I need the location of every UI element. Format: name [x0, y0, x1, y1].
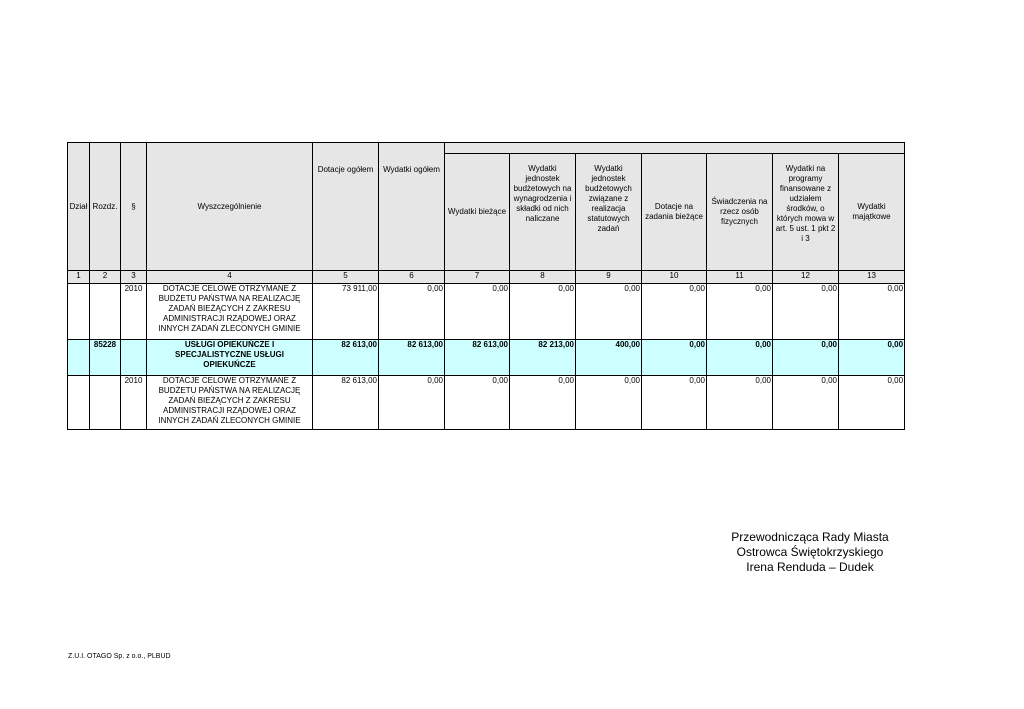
cell-value: 0,00: [773, 284, 839, 340]
table-row-highlighted: [68, 340, 905, 376]
column-number: 6: [379, 271, 445, 284]
cell-value: 400,00: [576, 340, 642, 376]
cell-value: 0,00: [510, 376, 576, 430]
cell-description: DOTACJE CELOWE OTRZYMANE Z BUDŻETU PAŃSTWA NA REALIZACJĘ ZADAŃ BIEŻĄCYCH Z ZAKRESU ADMINISTRACJI RZĄDOWEJ ORAZ INNYCH ZADAŃ ZLECONYCH GMINIE: [147, 284, 313, 340]
footer-software-credit: Z.U.I. OTAGO Sp. z o.o., PLBUD: [68, 653, 171, 660]
header-wydatki-biezace: Wydatki bieżące: [445, 154, 510, 271]
cell-rozdz: 85228: [90, 340, 121, 376]
cell-value: 82 613,00: [313, 340, 379, 376]
column-number-row: [68, 271, 905, 284]
cell-value: 0,00: [707, 284, 773, 340]
column-number: 13: [839, 271, 905, 284]
cell-value: 82 613,00: [379, 340, 445, 376]
header-wydatki-ogolem: Wydatki ogółem: [379, 143, 445, 271]
cell-value: 0,00: [773, 376, 839, 430]
cell-value: 0,00: [576, 284, 642, 340]
header-wydatki-programy: Wydatki na programy finansowane z udziałem środków, o których mowa w art. 5 ust. 1 pkt 2 i 3: [773, 154, 839, 271]
cell-value: 0,00: [839, 340, 905, 376]
cell-dzial: [68, 340, 90, 376]
cell-paragraph: [121, 340, 147, 376]
cell-value: 0,00: [707, 376, 773, 430]
cell-paragraph: 2010: [121, 284, 147, 340]
cell-value: 0,00: [445, 376, 510, 430]
cell-description: USŁUGI OPIEKUŃCZE I SPECJALISTYCZNE USŁUGI OPIEKUŃCZE: [147, 340, 313, 376]
header-wydatki-wynagrodzenia: Wydatki jednostek budżetowych na wynagrodzenia i składki od nich naliczane: [510, 154, 576, 271]
header-dotacje-biezace: Dotacje na zadania bieżące: [642, 154, 707, 271]
cell-value: 82 213,00: [510, 340, 576, 376]
cell-value: 0,00: [379, 376, 445, 430]
cell-value: 0,00: [642, 284, 707, 340]
header-rozdz: Rozdz.: [90, 143, 121, 271]
column-number: 10: [642, 271, 707, 284]
cell-value: 73 911,00: [313, 284, 379, 340]
column-number: 5: [313, 271, 379, 284]
column-number: 8: [510, 271, 576, 284]
cell-value: 0,00: [642, 376, 707, 430]
cell-rozdz: [90, 284, 121, 340]
header-wyszczegolnienie: Wyszczególnienie: [147, 143, 313, 271]
signature-city-line: Ostrowca Świętokrzyskiego: [736, 545, 884, 559]
cell-value: 0,00: [839, 284, 905, 340]
header-dzial: Dział: [68, 143, 90, 271]
cell-dzial: [68, 376, 90, 430]
budget-table: [67, 142, 905, 430]
header-wydatki-statutowe: Wydatki jednostek budżetowych związane z realizacja statutowych zadań: [576, 154, 642, 271]
header-spanning-cell: [445, 143, 905, 154]
cell-value: 0,00: [707, 340, 773, 376]
column-number: 1: [68, 271, 90, 284]
cell-rozdz: [90, 376, 121, 430]
header-dotacje-ogolem: Dotacje ogółem: [313, 143, 379, 271]
table-row: [68, 284, 905, 340]
table-row: [68, 376, 905, 430]
cell-value: 82 613,00: [313, 376, 379, 430]
column-number: 4: [147, 271, 313, 284]
header-paragraph: §: [121, 143, 147, 271]
cell-value: 82 613,00: [445, 340, 510, 376]
cell-value: 0,00: [839, 376, 905, 430]
cell-description: DOTACJE CELOWE OTRZYMANE Z BUDŻETU PAŃSTWA NA REALIZACJĘ ZADAŃ BIEŻĄCYCH Z ZAKRESU ADMINISTRACJI RZĄDOWEJ ORAZ INNYCH ZADAŃ ZLECONYCH GMINIE: [147, 376, 313, 430]
signature-title-line: Przewodnicząca Rady Miasta: [731, 530, 889, 544]
cell-value: 0,00: [642, 340, 707, 376]
cell-value: 0,00: [445, 284, 510, 340]
signature-block: [700, 530, 920, 575]
column-number: 3: [121, 271, 147, 284]
column-number: 2: [90, 271, 121, 284]
signature-name: Irena Renduda – Dudek: [746, 560, 874, 574]
cell-value: 0,00: [510, 284, 576, 340]
cell-dzial: [68, 284, 90, 340]
column-number: 9: [576, 271, 642, 284]
header-swiadczenia: Świadczenia na rzecz osób fizycznych: [707, 154, 773, 271]
cell-value: 0,00: [773, 340, 839, 376]
cell-value: 0,00: [576, 376, 642, 430]
header-wydatki-majatkowe: Wydatki majątkowe: [839, 154, 905, 271]
column-number: 12: [773, 271, 839, 284]
column-number: 7: [445, 271, 510, 284]
cell-value: 0,00: [379, 284, 445, 340]
cell-paragraph: 2010: [121, 376, 147, 430]
column-number: 11: [707, 271, 773, 284]
